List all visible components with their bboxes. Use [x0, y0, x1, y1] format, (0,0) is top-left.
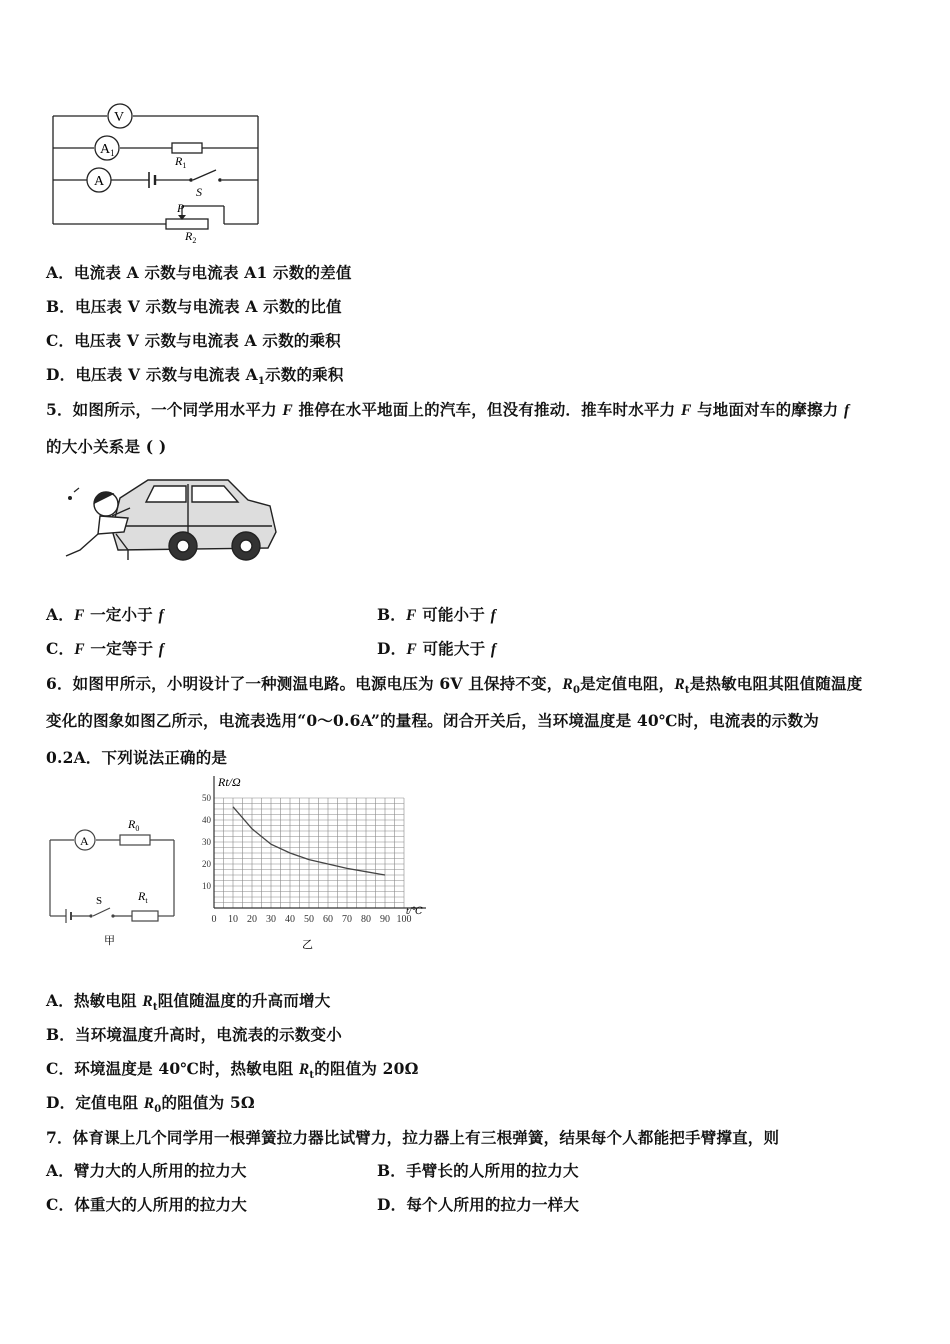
q4-option-b: B．电压表 V 示数与电流表 A 示数的比值: [46, 297, 342, 316]
q6-r0-label: $R_0$: [128, 817, 140, 833]
q6-caption-jia: 甲: [104, 935, 115, 947]
q6-stem-line2: 变化的图象如图乙所示，电流表选用“0～0.6A”的量程。闭合开关后，当环境温度是 40℃时，电流表的示数为: [46, 711, 819, 730]
q6-option-c: C．环境温度是 40℃时，热敏电阻 $R_t$的阻值为 20Ω: [46, 1059, 419, 1082]
x-tick-label: 90: [380, 914, 390, 925]
y-tick-label: 30: [202, 837, 211, 847]
x-tick-label: 30: [266, 914, 276, 925]
q5-option-d: D．F 可能大于 f: [377, 639, 497, 658]
chart-xlabel: t/℃: [406, 906, 423, 917]
y-tick-label: 50: [202, 793, 211, 803]
x-tick-label: 0: [211, 914, 217, 925]
q4-switch-label: S: [196, 185, 202, 199]
q4-option-d: D．电压表 V 示数与电流表 $A_1$示数的乘积: [46, 365, 344, 388]
q5-car-push-illustration: [58, 470, 280, 572]
q5-stem-line1: 5．如图所示，一个同学用水平力 F 推停在水平地面上的汽车，但没有推动．推车时水平力 F 与地面对车的摩擦力 f: [46, 400, 850, 419]
chart-grid: [214, 798, 404, 908]
y-tick-label: 20: [202, 859, 211, 869]
q7-option-c: C．体重大的人所用的拉力大: [46, 1195, 247, 1214]
x-tick-label: 60: [323, 914, 333, 925]
x-tick-label: 20: [247, 914, 257, 925]
q5-stem-line2: 的大小关系是 ( ): [46, 437, 167, 456]
q6-rt-label: $R_t$: [138, 889, 148, 905]
y-tick-label: 40: [202, 815, 211, 825]
q4-ammeter-a1-label: $A_1$: [100, 142, 115, 158]
q5-option-c: C．F 一定等于 f: [46, 639, 165, 658]
q6-circuit-diagram: [44, 810, 184, 950]
y-tick-label: 10: [202, 881, 211, 891]
q4-r1-label: $R_1$: [175, 154, 187, 170]
x-tick-label: 40: [285, 914, 295, 925]
q6-switch-label: S: [96, 895, 103, 907]
q7-option-b: B．手臂长的人所用的拉力大: [377, 1161, 579, 1180]
q6-option-a: A．热敏电阻 $R_t$阻值随温度的升高而增大: [46, 991, 331, 1014]
q6-rt-temperature-chart: [198, 772, 438, 956]
q5-option-b: B．F 可能小于 f: [377, 605, 496, 624]
chart-ylabel: Rt/Ω: [218, 775, 241, 789]
q6-option-b: B．当环境温度升高时，电流表的示数变小: [46, 1025, 342, 1044]
q7-option-a: A．臂力大的人所用的拉力大: [46, 1161, 247, 1180]
q4-ammeter-a-label: A: [94, 174, 105, 189]
q4-circuit-diagram: [44, 98, 274, 244]
x-tick-label: 100: [396, 914, 412, 925]
q6-stem-line3: 0.2A．下列说法正确的是: [46, 748, 228, 767]
q4-r2-label: $R_2$: [185, 229, 197, 244]
q7-stem: 7．体育课上几个同学用一根弹簧拉力器比试臂力，拉力器上有三根弹簧，结果每个人都能把手臂撑直，则: [46, 1128, 780, 1147]
x-tick-label: 70: [342, 914, 352, 925]
chart-caption-yi: 乙: [302, 939, 313, 951]
q6-ammeter-label: A: [80, 834, 89, 848]
q4-voltmeter-label: V: [114, 110, 125, 125]
q5-option-a: A．F 一定小于 f: [46, 605, 164, 624]
q4-option-c: C．电压表 V 示数与电流表 A 示数的乘积: [46, 331, 341, 350]
x-tick-label: 50: [304, 914, 314, 925]
q6-stem-line1: 6．如图甲所示，小明设计了一种测温电路。电源电压为 6V 且保持不变，$R_0$是定值电阻，$R_t$是热敏电阻其阻值随温度: [46, 674, 863, 697]
q7-option-d: D．每个人所用的拉力一样大: [377, 1195, 580, 1214]
x-tick-label: 80: [361, 914, 371, 925]
q6-option-d: D．定值电阻 $R_0$的阻值为 5Ω: [46, 1093, 255, 1116]
x-tick-label: 10: [228, 914, 238, 925]
q4-slider-label: P: [177, 201, 185, 215]
q4-option-a: A．电流表 A 示数与电流表 A1 示数的差值: [46, 263, 352, 282]
